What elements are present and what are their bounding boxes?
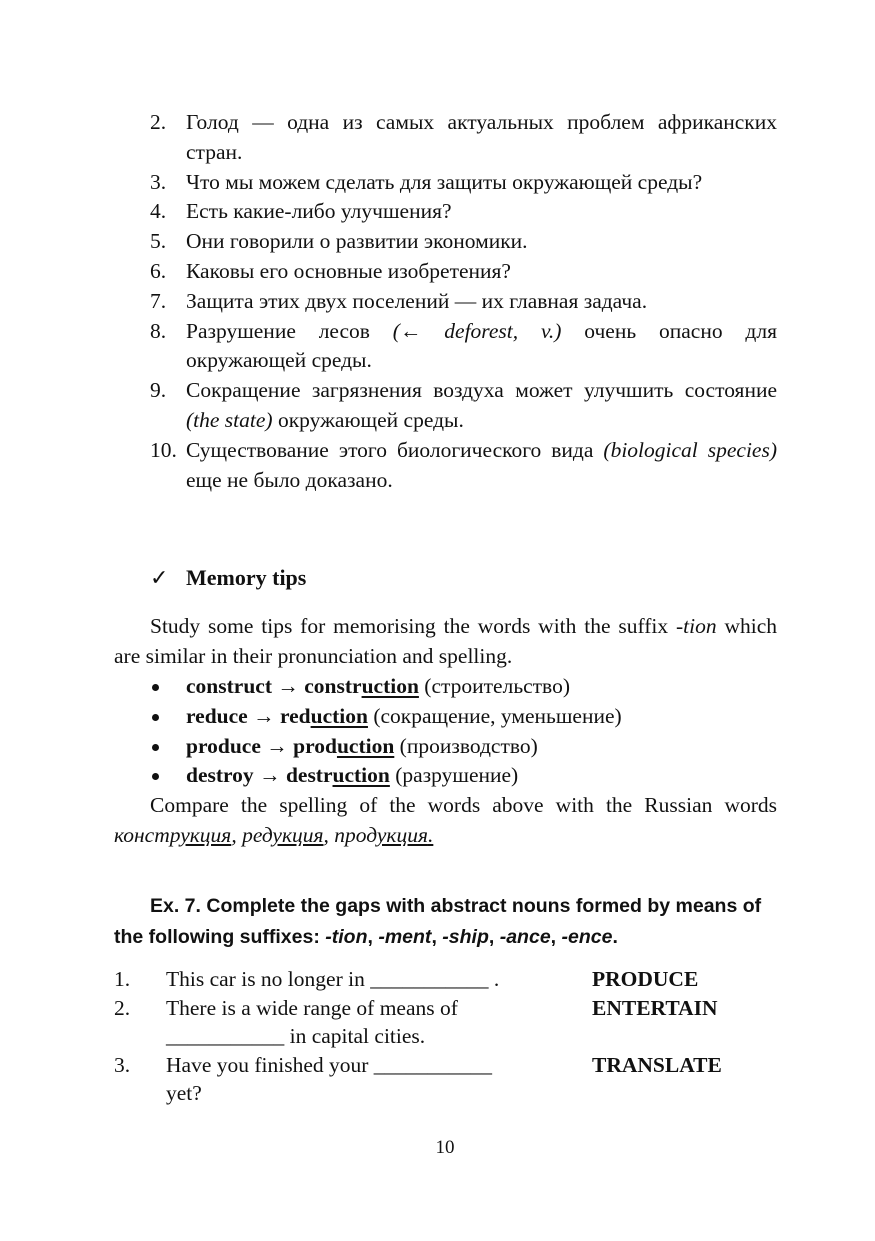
- item-text: [186, 436, 777, 496]
- item-text-before: Сокращение загрязнения воздуха может улучшить состояние: [186, 378, 777, 403]
- item-text-after: окружающей среды.: [272, 407, 464, 432]
- bullet-item: [150, 702, 777, 732]
- intro-suffix: tion: [683, 614, 717, 638]
- exercise-item-word: ENTERTAIN: [592, 995, 718, 1020]
- exercise-item: [114, 965, 777, 994]
- numbered-sentence-list: [150, 108, 777, 495]
- bullet-gloss: (строительство): [424, 674, 570, 698]
- bullet-item: [150, 761, 777, 791]
- exercise-item: [114, 994, 777, 1051]
- bullet-verb: destroy: [186, 763, 254, 788]
- item-number: 9.: [150, 378, 167, 403]
- item-text-before: Существование этого биологического вида: [186, 437, 604, 462]
- list-item: [150, 436, 777, 496]
- bullet-noun: production: [293, 733, 395, 758]
- exercise-item-number: 2.: [114, 995, 131, 1020]
- bullet-noun: destruction: [285, 763, 390, 788]
- exercise-heading: Ex. 7. Complete the gaps with abstract nouns formed by means of the following suffixes: -tion, -ment, -ship, -ance, -ence.: [114, 895, 762, 948]
- suffix: -ment: [378, 926, 432, 948]
- bullet-gloss: (разрушение): [395, 763, 519, 788]
- exercise-item-word: TRANSLATE: [592, 1052, 722, 1077]
- bullet-noun-suffix: uction: [310, 703, 368, 728]
- list-item: [150, 108, 777, 168]
- page-number: 10: [435, 1137, 455, 1158]
- list-item: [150, 168, 777, 198]
- bullet-noun-suffix: uction: [336, 733, 395, 758]
- exercise-title: Ex. 7. Complete the gaps with abstract nouns formed by means of the following suffixes:: [114, 895, 762, 948]
- bullet-verb: produce: [186, 733, 261, 758]
- exercise-item-text: This car is no longer in ___________ .: [166, 967, 500, 991]
- item-number: 5.: [150, 229, 167, 254]
- list-item: [150, 197, 777, 227]
- bullet-noun: construction: [304, 674, 419, 698]
- suffix: -ance: [499, 926, 551, 948]
- bullet-noun: reduction: [279, 703, 368, 728]
- memory-tips-title: Memory tips: [186, 565, 307, 590]
- item-number: 3.: [150, 169, 167, 194]
- list-item: [150, 376, 777, 436]
- item-number: 6.: [150, 258, 167, 283]
- item-hint: (← deforest, v.): [392, 318, 562, 343]
- bullet-gloss: (сокращение, уменьшение): [373, 703, 622, 728]
- exercise-item-number: 1.: [114, 967, 131, 991]
- bullet-icon: [150, 672, 186, 702]
- item-text: Каковы его основные изобретения?: [186, 258, 511, 283]
- bullet-icon: [150, 761, 186, 791]
- exercise-item-number: 3.: [114, 1052, 131, 1077]
- item-number: 7.: [150, 288, 167, 313]
- bullet-noun-suffix: uction: [332, 763, 390, 788]
- exercise-list: [114, 965, 777, 1108]
- checkmark-icon: ✓: [150, 565, 169, 590]
- item-number: 8.: [150, 318, 167, 343]
- suffix: -ence: [561, 926, 613, 948]
- bullet-noun-suffix: uction: [361, 674, 419, 698]
- exercise-item-word: PRODUCE: [592, 967, 699, 991]
- bullet-arrow: →: [266, 733, 288, 758]
- item-text: Голод — одна из самых актуальных проблем африканских стран.: [186, 110, 777, 164]
- russian-words: конструкция, редукция, продукция.: [114, 822, 434, 847]
- list-item: [150, 317, 777, 377]
- item-text: Они говорили о развитии экономики.: [186, 229, 528, 254]
- item-text-after: очень опасно для окружающей среды.: [186, 318, 777, 373]
- item-hint: (the state): [186, 407, 273, 432]
- item-text: Защита этих двух поселений — их главная задача.: [186, 288, 648, 313]
- item-number: 10.: [150, 437, 177, 462]
- item-text-after: еще не было доказано.: [186, 467, 393, 492]
- exercise-item-text: Have you finished your ___________ yet?: [166, 1052, 493, 1105]
- memory-tips-bullets: [150, 672, 777, 791]
- item-text: [186, 317, 777, 377]
- item-number: 4.: [150, 199, 167, 224]
- item-text: [186, 376, 777, 436]
- bullet-icon: [150, 702, 186, 732]
- exercise-item-text: There is a wide range of means of ___________ in capital cities.: [166, 995, 458, 1048]
- item-hint: (biological species): [603, 437, 777, 462]
- bullet-item: [150, 672, 777, 702]
- bullet-verb: construct: [186, 674, 272, 698]
- bullet-arrow: →: [277, 674, 299, 698]
- list-item: [150, 287, 777, 317]
- list-item: [150, 227, 777, 257]
- bullet-arrow: →: [253, 703, 275, 728]
- bullet-arrow: →: [259, 763, 281, 788]
- memory-tips-heading: [150, 563, 306, 593]
- exercise-item: [114, 1051, 777, 1108]
- bullet-icon: [150, 732, 186, 762]
- compare-text: Compare the spelling of the words above with the Russian words: [150, 793, 777, 817]
- item-text: Что мы можем сделать для защиты окружающей среды?: [186, 169, 703, 194]
- intro-rest: which are similar in their pronunciation and spelling.: [114, 614, 778, 668]
- bullet-item: [150, 732, 777, 762]
- item-text-before: Разрушение лесов: [186, 318, 393, 343]
- bullet-verb: reduce: [186, 703, 248, 728]
- bullet-gloss: (производство): [399, 733, 538, 758]
- suffix: -ship: [442, 926, 489, 948]
- list-item: [150, 257, 777, 287]
- memory-tips-intro: [114, 612, 777, 672]
- intro-text: Study some tips for memorising the words with the suffix -: [150, 614, 684, 638]
- item-number: 2.: [150, 110, 167, 134]
- suffix: -tion: [325, 926, 368, 948]
- item-text: Есть какие-либо улучшения?: [186, 199, 452, 224]
- compare-paragraph: [114, 791, 777, 851]
